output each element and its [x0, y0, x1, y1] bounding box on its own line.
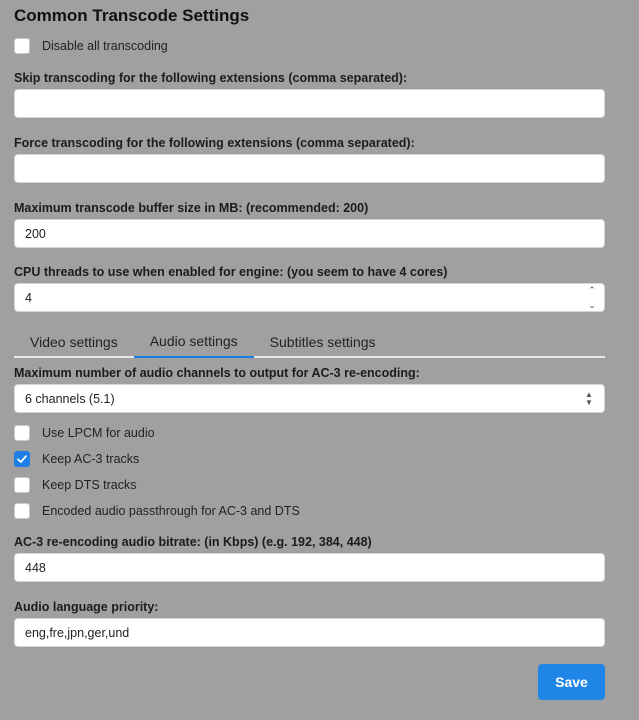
force-extensions-label: Force transcoding for the following extensions (comma separated):	[14, 136, 415, 150]
passthrough-label: Encoded audio passthrough for AC-3 and DTS	[42, 504, 300, 518]
passthrough-row[interactable]	[14, 502, 300, 520]
passthrough-checkbox[interactable]	[14, 503, 30, 519]
checkmark-icon	[16, 453, 28, 465]
cpu-threads-value: 4	[25, 290, 32, 305]
skip-extensions-input[interactable]	[14, 89, 605, 118]
lpcm-checkbox[interactable]	[14, 425, 30, 441]
disable-all-checkbox[interactable]	[14, 38, 30, 54]
audio-channels-value: 6 channels (5.1)	[25, 391, 115, 406]
tab-audio-settings[interactable]: Audio settings	[134, 326, 254, 358]
keep-dts-row[interactable]	[14, 476, 136, 494]
tab-subtitles-settings[interactable]: Subtitles settings	[269, 334, 376, 350]
settings-tabs	[14, 326, 605, 358]
keep-ac3-row[interactable]	[14, 450, 139, 468]
page-title: Common Transcode Settings	[14, 6, 250, 25]
keep-dts-label: Keep DTS tracks	[42, 478, 137, 492]
disable-all-row[interactable]	[14, 37, 168, 55]
lpcm-label: Use LPCM for audio	[42, 426, 155, 440]
cpu-threads-label: CPU threads to use when enabled for engine: (you seem to have 4 cores)	[14, 265, 448, 279]
audio-channels-select[interactable]	[14, 384, 605, 413]
ac3-bitrate-label: AC-3 re-encoding audio bitrate: (in Kbps) (e.g. 192, 384, 448)	[14, 535, 372, 549]
buffer-size-input[interactable]: 200	[14, 219, 605, 248]
cpu-threads-input[interactable]	[14, 283, 605, 312]
audio-language-input[interactable]: eng,fre,jpn,ger,und	[14, 618, 605, 647]
keep-dts-checkbox[interactable]	[14, 477, 30, 493]
ac3-bitrate-input[interactable]: 448	[14, 553, 605, 582]
audio-channels-label: Maximum number of audio channels to output for AC-3 re-encoding:	[14, 366, 420, 380]
buffer-size-label: Maximum transcode buffer size in MB: (recommended: 200)	[14, 201, 369, 215]
spin-down-icon[interactable]: ⌄	[588, 300, 596, 310]
keep-ac3-label: Keep AC-3 tracks	[42, 452, 140, 466]
skip-extensions-label: Skip transcoding for the following extensions (comma separated):	[14, 71, 408, 85]
cpu-threads-spinner[interactable]	[586, 286, 598, 310]
disable-all-label: Disable all transcoding	[42, 39, 168, 53]
lpcm-row[interactable]	[14, 424, 155, 442]
spin-up-icon[interactable]: ⌃	[588, 285, 596, 295]
select-arrows-icon: ▲ ▼	[585, 390, 593, 407]
audio-language-label: Audio language priority:	[14, 600, 159, 614]
save-button[interactable]: Save	[538, 664, 605, 700]
force-extensions-input[interactable]	[14, 154, 605, 183]
tab-video-settings[interactable]: Video settings	[30, 334, 118, 350]
keep-ac3-checkbox[interactable]	[14, 451, 30, 467]
